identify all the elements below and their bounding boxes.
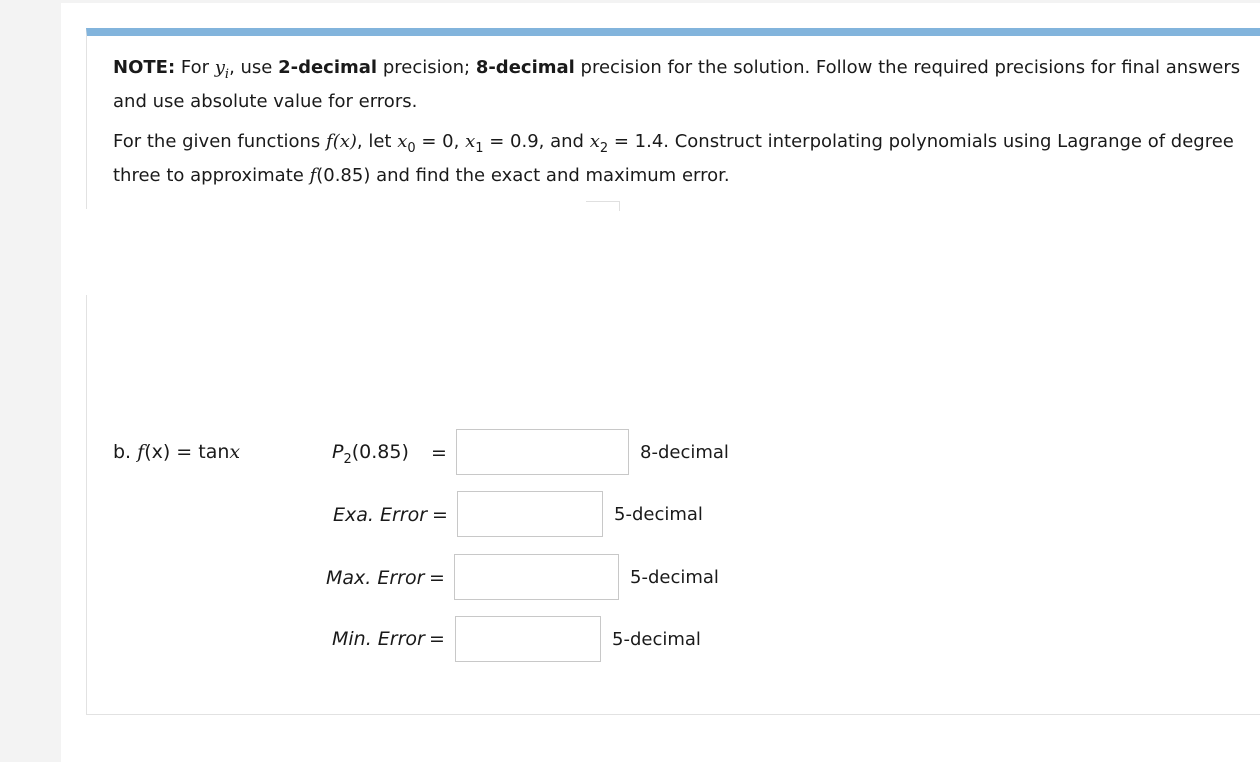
y-variable: $y_i$ bbox=[214, 57, 230, 82]
max-error-label: Max. Error bbox=[326, 567, 425, 589]
min-error-precision: 5-decimal bbox=[612, 629, 701, 650]
panel-divider-mark bbox=[586, 201, 620, 211]
precision-8-decimal: 8-decimal bbox=[475, 57, 575, 78]
note-label: NOTE: bbox=[113, 57, 176, 78]
p2-answer-input[interactable] bbox=[456, 429, 629, 475]
min-error-label: Min. Error bbox=[332, 628, 425, 650]
p2-precision: 8-decimal bbox=[640, 442, 729, 463]
exact-error-input[interactable] bbox=[457, 491, 603, 537]
max-error-equals: = bbox=[429, 567, 445, 589]
part-b-label: b. f(x) = tanx bbox=[113, 441, 241, 463]
exact-error-precision: 5-decimal bbox=[614, 504, 703, 525]
exact-error-equals: = bbox=[432, 504, 448, 526]
problem-line-2: three to approximate f(0.85) and find the exact and maximum error. bbox=[113, 165, 730, 186]
note-line-1: NOTE: For $y_i$, use 2-decimal precision; 8-decimal precision for the solution. Follow the required precisions for final answers bbox=[113, 57, 1241, 82]
top-strip bbox=[61, 0, 1260, 3]
p2-equals: = bbox=[431, 442, 447, 464]
exact-error-label: Exa. Error bbox=[333, 504, 428, 526]
max-error-precision: 5-decimal bbox=[630, 567, 719, 588]
left-gutter bbox=[0, 0, 61, 762]
min-error-equals: = bbox=[429, 628, 445, 650]
max-error-input[interactable] bbox=[454, 554, 619, 600]
problem-line-1: For the given functions f(x), let $x_0 = 0$, $x_1 = 0.9$, and $x_2 = 1.4$. Construct interpolating polynomials using Lagrange of degree bbox=[113, 131, 1234, 156]
min-error-input[interactable] bbox=[455, 616, 601, 662]
p2-label: $P_2(0.85)$ bbox=[332, 441, 409, 467]
precision-2-decimal: 2-decimal bbox=[278, 57, 378, 78]
note-line-2: and use absolute value for errors. bbox=[113, 91, 418, 112]
